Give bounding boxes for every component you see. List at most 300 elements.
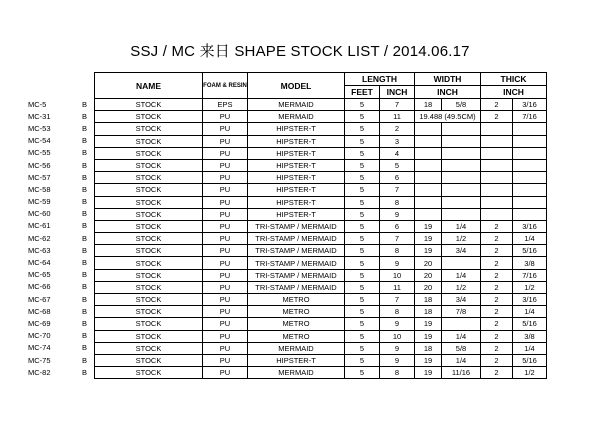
row-label [24,99,94,111]
row-code: MC-67 [28,294,51,304]
cell-thick-fraction: 5/16 [513,245,547,257]
cell-name: STOCK [95,111,203,123]
cell-width-fraction: 1/4 [442,269,481,281]
cell-length-inch: 5 [380,159,415,171]
cell-width-inch: 19 [415,220,442,232]
cell-length-inch: 7 [380,294,415,306]
header-model: MODEL [248,73,345,99]
row-group: B [82,294,88,304]
row-group: B [82,258,88,268]
row-label [24,294,94,306]
cell-model: HIPSTER-T [248,172,345,184]
cell-thick-fraction: 7/16 [513,111,547,123]
row-label [24,135,94,147]
cell-thick-fraction [513,123,547,135]
cell-width-inch [415,123,442,135]
row-code: MC-55 [28,148,51,158]
cell-length-inch: 9 [380,354,415,366]
cell-thick-fraction [513,208,547,220]
cell-foam-resin: PU [203,159,248,171]
cell-thick-inch: 2 [481,269,513,281]
cell-width-fraction [442,135,481,147]
cell-name: STOCK [95,233,203,245]
cell-thick-fraction: 1/2 [513,367,547,379]
cell-length-inch: 11 [380,281,415,293]
cell-thick-fraction: 1/4 [513,342,547,354]
cell-width-inch [415,184,442,196]
row-label [24,367,94,379]
cell-width-inch: 19 [415,367,442,379]
cell-thick-inch [481,135,513,147]
cell-thick-fraction [513,159,547,171]
cell-width-fraction: 11/16 [442,367,481,379]
cell-width-fraction: 3/4 [442,294,481,306]
cell-width-inch: 20 [415,269,442,281]
cell-width-inch [415,147,442,159]
cell-name: STOCK [95,269,203,281]
cell-foam-resin: PU [203,318,248,330]
stock-table [94,72,547,379]
cell-foam-resin: EPS [203,99,248,111]
cell-length-feet: 5 [345,306,380,318]
row-code: MC-56 [28,160,51,170]
cell-length-inch: 4 [380,147,415,159]
row-group: B [82,160,88,170]
row-label [24,269,94,281]
header-length: LENGTH [345,73,415,86]
row-code: MC-53 [28,123,51,133]
cell-model: MERMAID [248,342,345,354]
row-code: MC-82 [28,367,51,377]
cell-model: TRI-STAMP / MERMAID [248,233,345,245]
cell-foam-resin: PU [203,196,248,208]
cell-name: STOCK [95,208,203,220]
cell-width-inch [415,208,442,220]
cell-name: STOCK [95,342,203,354]
cell-width-fraction: 3/4 [442,245,481,257]
row-group: B [82,136,88,146]
cell-length-inch: 7 [380,184,415,196]
cell-name: STOCK [95,159,203,171]
cell-model: METRO [248,294,345,306]
header-length-inch: INCH [380,86,415,99]
cell-width-fraction [442,159,481,171]
cell-length-feet: 5 [345,135,380,147]
cell-foam-resin: PU [203,306,248,318]
cell-thick-fraction: 3/8 [513,257,547,269]
cell-model: TRI-STAMP / MERMAID [248,281,345,293]
cell-width-fraction [442,318,481,330]
cell-thick-fraction: 1/4 [513,306,547,318]
cell-length-feet: 5 [345,342,380,354]
row-code: MC-59 [28,197,51,207]
cell-foam-resin: PU [203,184,248,196]
cell-length-inch: 6 [380,172,415,184]
cell-thick-inch [481,159,513,171]
cell-length-feet: 5 [345,330,380,342]
cell-length-feet: 5 [345,123,380,135]
table-row [95,245,547,257]
cell-width-fraction [442,147,481,159]
cell-model: METRO [248,306,345,318]
cell-thick-fraction [513,196,547,208]
row-code: MC-74 [28,343,51,353]
table-row [95,220,547,232]
cell-length-inch: 8 [380,367,415,379]
row-label [24,160,94,172]
cell-foam-resin: PU [203,367,248,379]
cell-width-fraction [442,196,481,208]
cell-length-feet: 5 [345,245,380,257]
cell-model: HIPSTER-T [248,208,345,220]
cell-length-inch: 9 [380,208,415,220]
cell-thick-fraction [513,172,547,184]
cell-thick-inch: 2 [481,99,513,111]
cell-width-inch: 19 [415,330,442,342]
cell-width-inch [415,196,442,208]
cell-length-feet: 5 [345,233,380,245]
cell-foam-resin: PU [203,135,248,147]
cell-name: STOCK [95,172,203,184]
table-row [95,184,547,196]
row-label [24,123,94,135]
cell-thick-inch: 2 [481,354,513,366]
row-label [24,233,94,245]
table-row [95,318,547,330]
row-group: B [82,209,88,219]
cell-width-fraction [442,172,481,184]
cell-name: STOCK [95,147,203,159]
cell-thick-inch [481,208,513,220]
cell-thick-fraction: 7/16 [513,269,547,281]
cell-length-feet: 5 [345,172,380,184]
row-group: B [82,306,88,316]
row-group: B [82,99,88,109]
cell-foam-resin: PU [203,233,248,245]
table-row [95,294,547,306]
cell-name: STOCK [95,184,203,196]
table-row [95,147,547,159]
row-code: MC-68 [28,306,51,316]
cell-width-inch: 20 [415,257,442,269]
row-code: MC-5 [28,99,47,109]
row-label [24,196,94,208]
cell-thick-inch [481,184,513,196]
cell-length-feet: 5 [345,159,380,171]
row-code: MC-54 [28,136,51,146]
cell-width-fraction: 1/4 [442,330,481,342]
cell-thick-fraction: 1/2 [513,281,547,293]
table-row [95,135,547,147]
cell-length-feet: 5 [345,281,380,293]
cell-name: STOCK [95,306,203,318]
row-label [24,318,94,330]
table-row [95,354,547,366]
row-label [24,306,94,318]
cell-length-feet: 5 [345,220,380,232]
cell-length-inch: 6 [380,220,415,232]
cell-length-inch: 9 [380,318,415,330]
cell-model: HIPSTER-T [248,159,345,171]
cell-width-fraction: 1/2 [442,233,481,245]
cell-name: STOCK [95,257,203,269]
cell-width-inch [415,159,442,171]
cell-length-feet: 5 [345,318,380,330]
table-row [95,269,547,281]
cell-model: METRO [248,318,345,330]
row-group: B [82,270,88,280]
cell-width-fraction: 1/4 [442,354,481,366]
cell-model: HIPSTER-T [248,135,345,147]
row-group: B [82,184,88,194]
cell-model: HIPSTER-T [248,123,345,135]
row-code: MC-70 [28,331,51,341]
cell-length-feet: 5 [345,111,380,123]
cell-thick-inch [481,147,513,159]
header-name: NAME [95,73,203,99]
header-width-inch: INCH [415,86,481,99]
cell-foam-resin: PU [203,294,248,306]
cell-width: 19.488 (49.5CM) [415,111,481,123]
cell-length-feet: 5 [345,354,380,366]
cell-thick-inch: 2 [481,233,513,245]
cell-length-inch: 11 [380,111,415,123]
cell-model: HIPSTER-T [248,354,345,366]
cell-foam-resin: PU [203,354,248,366]
cell-thick-inch [481,196,513,208]
row-group: B [82,355,88,365]
cell-foam-resin: PU [203,111,248,123]
cell-length-inch: 7 [380,99,415,111]
cell-thick-fraction [513,135,547,147]
cell-foam-resin: PU [203,342,248,354]
row-group: B [82,197,88,207]
table-row [95,233,547,245]
cell-length-feet: 5 [345,257,380,269]
cell-width-fraction [442,123,481,135]
row-group: B [82,111,88,121]
cell-width-inch: 20 [415,281,442,293]
row-code: MC-69 [28,318,51,328]
table-row [95,208,547,220]
cell-width-fraction [442,257,481,269]
cell-thick-fraction [513,147,547,159]
cell-length-feet: 5 [345,184,380,196]
cell-width-inch: 19 [415,354,442,366]
cell-name: STOCK [95,123,203,135]
cell-width-fraction: 5/8 [442,342,481,354]
cell-name: STOCK [95,135,203,147]
cell-thick-fraction: 3/8 [513,330,547,342]
row-code: MC-62 [28,233,51,243]
cell-thick-inch [481,172,513,184]
row-label [24,245,94,257]
row-group: B [82,148,88,158]
cell-thick-inch: 2 [481,111,513,123]
cell-foam-resin: PU [203,208,248,220]
cell-name: STOCK [95,220,203,232]
table-row [95,111,547,123]
cell-thick-inch: 2 [481,220,513,232]
cell-width-fraction: 1/4 [442,220,481,232]
header-thick-inch: INCH [481,86,547,99]
cell-model: MERMAID [248,99,345,111]
row-label [24,184,94,196]
row-group: B [82,282,88,292]
cell-model: HIPSTER-T [248,184,345,196]
table-row [95,367,547,379]
cell-foam-resin: PU [203,257,248,269]
cell-thick-inch: 2 [481,306,513,318]
cell-thick-inch: 2 [481,342,513,354]
cell-width-inch: 18 [415,342,442,354]
cell-width-inch: 18 [415,294,442,306]
cell-thick-inch: 2 [481,245,513,257]
cell-width-inch: 19 [415,233,442,245]
cell-thick-fraction: 3/16 [513,220,547,232]
cell-length-feet: 5 [345,196,380,208]
row-label [24,342,94,354]
cell-name: STOCK [95,281,203,293]
cell-model: MERMAID [248,111,345,123]
row-code: MC-66 [28,282,51,292]
cell-thick-inch: 2 [481,367,513,379]
cell-thick-inch [481,123,513,135]
cell-length-inch: 9 [380,257,415,269]
cell-thick-fraction [513,184,547,196]
cell-length-feet: 5 [345,99,380,111]
header-thick: THICK [481,73,547,86]
cell-model: MERMAID [248,367,345,379]
cell-length-inch: 10 [380,269,415,281]
row-label [24,208,94,220]
cell-thick-fraction: 5/16 [513,354,547,366]
cell-length-feet: 5 [345,269,380,281]
cell-model: TRI-STAMP / MERMAID [248,269,345,281]
cell-length-inch: 3 [380,135,415,147]
cell-thick-inch: 2 [481,330,513,342]
cell-thick-inch: 2 [481,294,513,306]
cell-model: TRI-STAMP / MERMAID [248,245,345,257]
table-row [95,159,547,171]
table-row [95,330,547,342]
cell-foam-resin: PU [203,172,248,184]
cell-name: STOCK [95,330,203,342]
cell-thick-fraction: 3/16 [513,99,547,111]
row-group: B [82,343,88,353]
row-group: B [82,172,88,182]
header-length-feet: FEET [345,86,380,99]
row-group: B [82,331,88,341]
cell-name: STOCK [95,245,203,257]
table-row [95,281,547,293]
cell-foam-resin: PU [203,147,248,159]
row-label [24,257,94,269]
table-row [95,123,547,135]
row-code: MC-61 [28,221,51,231]
row-group: B [82,221,88,231]
cell-length-inch: 10 [380,330,415,342]
cell-name: STOCK [95,318,203,330]
cell-length-inch: 8 [380,306,415,318]
row-code: MC-60 [28,209,51,219]
cell-length-inch: 2 [380,123,415,135]
table-row [95,342,547,354]
cell-length-inch: 9 [380,342,415,354]
cell-model: HIPSTER-T [248,147,345,159]
table-row [95,196,547,208]
page-title: SSJ / MC 来日 SHAPE STOCK LIST / 2014.06.17 [130,43,470,60]
cell-thick-inch: 2 [481,257,513,269]
row-code: MC-64 [28,258,51,268]
cell-width-fraction [442,208,481,220]
cell-thick-inch: 2 [481,318,513,330]
cell-width-fraction: 5/8 [442,99,481,111]
row-group: B [82,318,88,328]
header-foam-resin: FOAM & RESIN [203,73,248,99]
table-row [95,306,547,318]
row-group: B [82,367,88,377]
cell-thick-fraction: 5/16 [513,318,547,330]
cell-width-inch [415,172,442,184]
cell-model: METRO [248,330,345,342]
cell-foam-resin: PU [203,330,248,342]
cell-name: STOCK [95,354,203,366]
cell-foam-resin: PU [203,123,248,135]
cell-width-inch: 19 [415,318,442,330]
cell-length-inch: 8 [380,196,415,208]
table-row [95,172,547,184]
cell-name: STOCK [95,196,203,208]
cell-width-inch: 18 [415,306,442,318]
cell-foam-resin: PU [203,245,248,257]
cell-length-inch: 7 [380,233,415,245]
cell-width-inch: 18 [415,99,442,111]
cell-length-inch: 8 [380,245,415,257]
cell-width-fraction: 1/2 [442,281,481,293]
row-code: MC-65 [28,270,51,280]
row-label [24,281,94,293]
cell-thick-fraction: 3/16 [513,294,547,306]
cell-width-fraction: 7/8 [442,306,481,318]
cell-foam-resin: PU [203,281,248,293]
table-row [95,99,547,111]
row-code: MC-58 [28,184,51,194]
cell-width-fraction [442,184,481,196]
row-label [24,111,94,123]
cell-model: TRI-STAMP / MERMAID [248,257,345,269]
row-group: B [82,123,88,133]
cell-name: STOCK [95,294,203,306]
row-label [24,172,94,184]
cell-name: STOCK [95,99,203,111]
cell-model: TRI-STAMP / MERMAID [248,220,345,232]
cell-name: STOCK [95,367,203,379]
cell-width-inch: 19 [415,245,442,257]
row-code: MC-31 [28,111,51,121]
row-group: B [82,233,88,243]
row-label [24,220,94,232]
row-label [24,355,94,367]
row-code: MC-57 [28,172,51,182]
cell-length-feet: 5 [345,367,380,379]
cell-foam-resin: PU [203,269,248,281]
row-code: MC-63 [28,245,51,255]
cell-foam-resin: PU [203,220,248,232]
header-width: WIDTH [415,73,481,86]
row-label [24,330,94,342]
cell-thick-fraction: 1/4 [513,233,547,245]
